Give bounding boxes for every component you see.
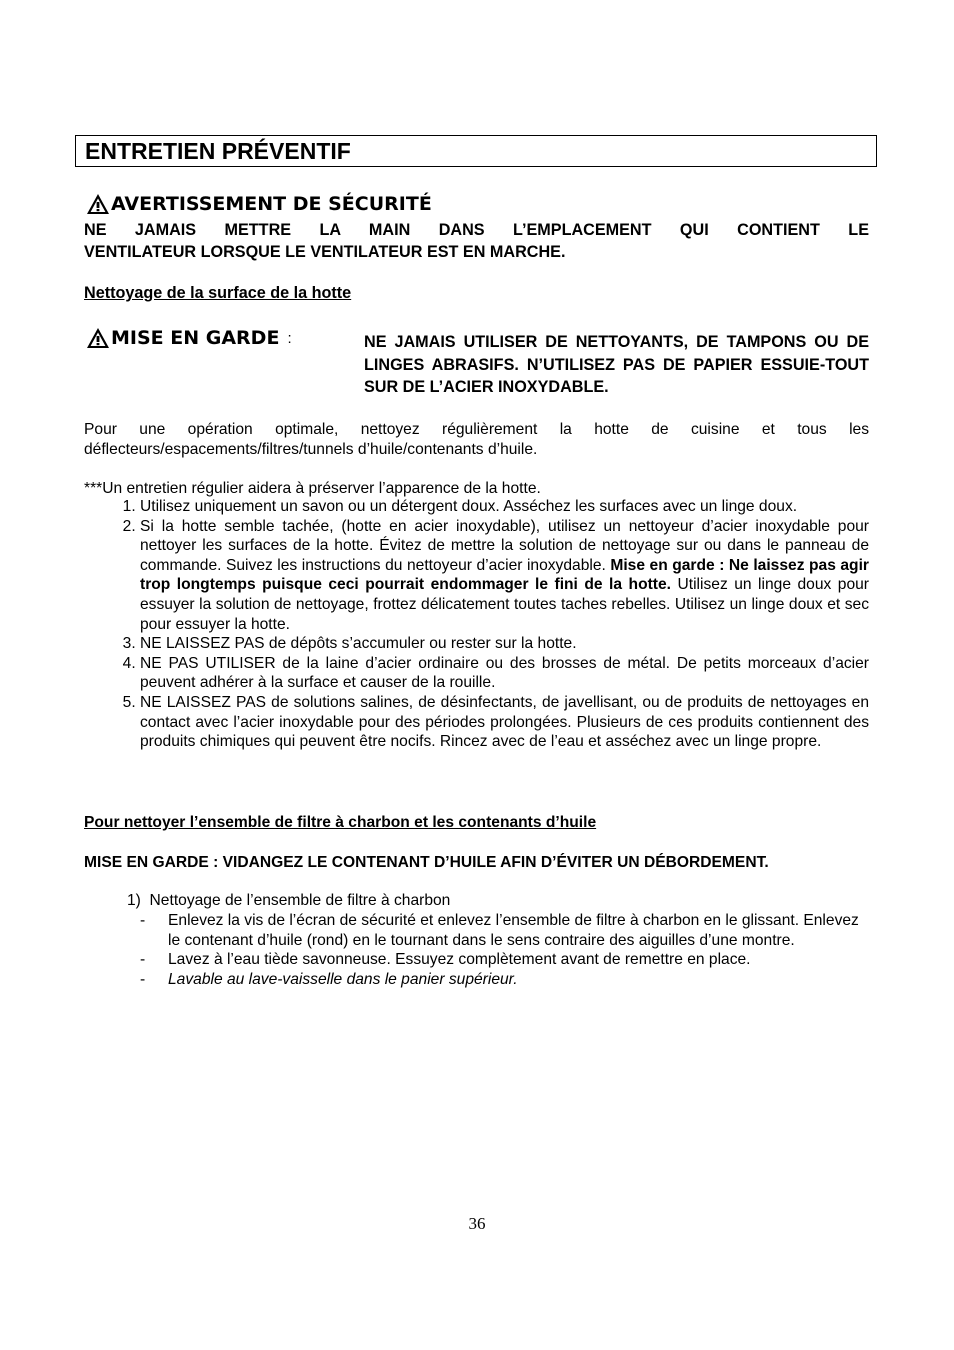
safety-warning-heading-text: AVERTISSEMENT DE SÉCURITÉ (111, 193, 432, 215)
page-number: 36 (468, 1214, 486, 1233)
caution-heading (86, 327, 292, 349)
maintenance-note: ***Un entretien régulier aidera à préserver l’apparence de la hotte. (84, 480, 541, 497)
section-title-text: ENTRETIEN PRÉVENTIF (85, 138, 351, 164)
filter-steps-list (140, 911, 870, 989)
list-item (140, 634, 869, 654)
list-item (140, 654, 869, 693)
list-item (140, 517, 869, 635)
dash-bullet: - (140, 912, 146, 929)
step-text: Utilisez un linge doux pour essuyer la solution de nettoyage, frottez délicatement toutes taches rebelles. Utilisez un linge doux et sec pour essuyer la hotte. (140, 576, 869, 633)
list-item (140, 693, 869, 752)
filter-caution: MISE EN GARDE : VIDANGEZ LE CONTENANT D’HUILE AFIN D’ÉVITER UN DÉBORDEMENT. (84, 854, 769, 871)
bullet-text: Enlevez la vis de l’écran de sécurité et enlevez l’ensemble de filtre à charbon en le glissant. Enlevez le contenant d’huile (rond) en le tournant dans le sens contraire des aiguilles d’une montre. (168, 912, 859, 949)
cleaning-steps-list (84, 497, 869, 752)
safety-warning-line: VENTILATEUR LORSQUE LE VENTILATEUR EST EN MARCHE. (84, 243, 566, 261)
intro-paragraph: Pour une opération optimale, nettoyez régulièrement la hotte de cuisine et tous les déflecteurs/espacements/filtres/tunnels d’huile/contenants d’huile. (84, 421, 869, 458)
list-item (140, 497, 869, 517)
dash-bullet: - (140, 951, 146, 969)
caution-text: NE JAMAIS UTILISER DE NETTOYANTS, DE TAMPONS OU DE LINGES ABRASIFS. N’UTILISEZ PAS DE PAPIER ESSUIE-TOUT SUR DE L’ACIER INOXYDABLE. (364, 333, 869, 396)
section-title (75, 135, 877, 167)
caution-colon: : (287, 329, 292, 347)
dash-bullet: - (140, 970, 146, 988)
safety-warning-text (84, 219, 869, 263)
bullet-text: Lavable au lave-vaisselle dans le panier supérieur. (168, 970, 518, 988)
step-text: NE LAISSEZ PAS de solutions salines, de désinfectants, de javellisant, ou de produits de nettoyages en contact avec l’acier inoxydable pour des périodes prolongées. Plusieurs de ces produits contiennent des produits chimiques qui peuvent être nocifs. Rincez avec de l’eau et asséchez avec un linge propre. (140, 693, 869, 751)
safety-warning-heading (86, 193, 432, 215)
step-caution-text: Mise en garde : Ne laissez pas agir trop longtemps puisque ceci pourrait endommager le fini de la hotte. (140, 556, 869, 594)
item-number: 1) (127, 892, 141, 909)
list-item (140, 911, 870, 950)
filter-cleaning-heading: Pour nettoyer l’ensemble de filtre à charbon et les contenants d’huile (84, 814, 597, 831)
warning-triangle-icon (86, 327, 110, 349)
filter-subsection (127, 891, 450, 911)
step-text: Utilisez uniquement un savon ou un détergent doux. Asséchez les surfaces avec un linge doux. (140, 498, 798, 515)
surface-cleaning-heading: Nettoyage de la surface de la hotte (84, 284, 352, 302)
item-label: Nettoyage de l’ensemble de filtre à charbon (149, 892, 451, 909)
step-text: Si la hotte semble tachée, (hotte en acier inoxydable), utilisez un nettoyeur d’acier inoxydable pour nettoyer les surfaces de la hotte. Évitez de mettre la solution de nettoyage sur ou dans le panneau de commande. Suivez les instructions du nettoyeur d’acier inoxydable. (140, 517, 869, 574)
warning-triangle-icon (86, 193, 110, 215)
list-item (140, 970, 870, 990)
caution-heading-text: MISE EN GARDE (111, 327, 280, 349)
list-item (140, 950, 870, 970)
safety-warning-line: NE JAMAIS METTRE LA MAIN DANS L’EMPLACEMENT QUI CONTIENT LE (84, 221, 869, 239)
step-text: NE PAS UTILISER de la laine d’acier ordinaire ou des brosses de métal. De petits morceaux d’acier peuvent adhérer à la surface et causer de la rouille. (140, 654, 869, 692)
step-text: NE LAISSEZ PAS de dépôts s’accumuler ou rester sur la hotte. (140, 635, 577, 653)
bullet-text: Lavez à l’eau tiède savonneuse. Essuyez complètement avant de remettre en place. (168, 951, 751, 969)
